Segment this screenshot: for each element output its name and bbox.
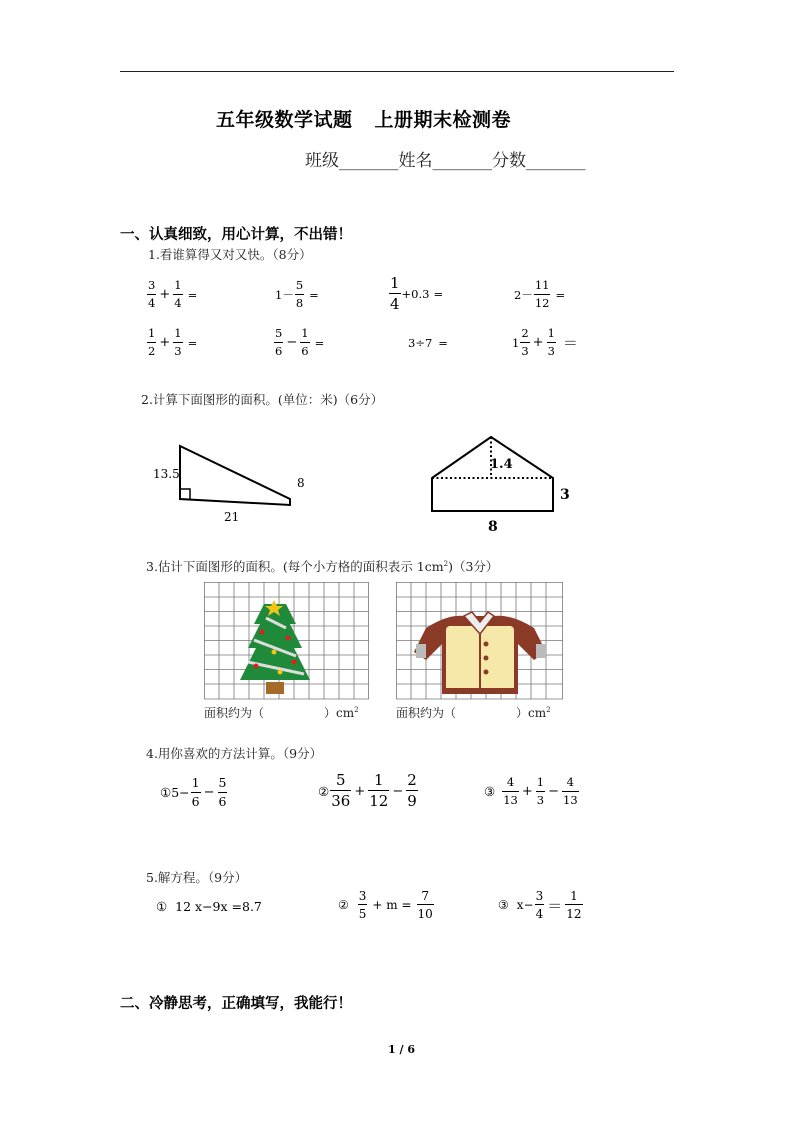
q5-equation-2: ② $\frac{3}{5}$ + m = $\frac{7}{10}$ [338,889,433,921]
q5-equation-1: ① 12 x−9x =8.7 [156,899,262,914]
pentagon-figure [425,430,585,535]
right-angle-mark [180,489,190,499]
area1-answer[interactable]: 面积约为（ ）$cm^2$ [204,706,359,720]
trap-right-label: 8 [297,476,305,490]
q3-label: 3.估计下面图形的面积。(每个小方格的面积表示 $1cm^2)(3$分） [146,559,499,574]
q5-equation-3: ③ x− $\frac{3}{4}$ ＝ $\frac{1}{12}$ [498,889,582,921]
q4-problem-1: ① 5− $\frac{1}{6}$ − $\frac{5}{6}$ [160,775,227,809]
name-field[interactable]: 姓名_______ [398,151,492,171]
penta-side-label: 3 [560,487,570,503]
q1-expr-4: 2－ $\frac{11}{12}$ = [514,278,566,310]
student-info [305,146,586,171]
q1-expr-6: $\frac{5}{6}$ − $\frac{1}{6}$ = [275,326,325,358]
q1-expr-5: $\frac{1}{2}$ + $\frac{1}{3}$ = [148,326,198,358]
q1-expr-8: 1 $\frac{2}{3}$ + $\frac{1}{3}$ ＝ [512,326,578,358]
score-field[interactable]: 分数_______ [492,151,586,171]
jacket-icon [414,612,546,694]
q4-problem-2: ② $\frac{5}{36}$ + $\frac{1}{12}$ − $\frac{2}{9}$ [318,771,417,810]
christmas-tree-icon [240,600,310,694]
q2-label: 2.计算下面图形的面积。(单位：米)（6分） [141,392,384,407]
trapezoid-shape [180,446,290,505]
q1-expr-2: 1－ $\frac{5}{8}$ = [275,278,319,310]
q5-label: 5.解方程。（9分） [146,870,248,885]
class-field[interactable]: 班级_______ [305,151,399,171]
q4-problem-3: ③ $\frac{4}{13}$ + $\frac{1}{3}$ − $\frac{4}{13}$ [484,775,578,807]
penta-bottom-label: 8 [488,519,498,535]
q1-expr-3: $\frac{1}{4}$ +0.3 = [390,274,444,313]
penta-height-label: 1.4 [490,457,513,472]
tree-grid [204,582,371,700]
header-rule [120,71,674,72]
trapezoid-figure [145,425,315,530]
page-title: 五年级数学试题 上册期末检测卷 [216,109,512,131]
area2-answer[interactable]: 面积约为（ ）$cm^2$ [396,706,551,720]
q1-label: 1.看谁算得又对又快。（8分） [148,247,312,262]
section2-heading: 二、冷静思考，正确填写，我能行！ [120,995,352,1012]
page-number: 1 / 6 [388,1043,415,1056]
trap-left-label: 13.5 [153,467,180,481]
section1-heading: 一、认真细致，用心计算，不出错！ [120,226,352,243]
q4-label: 4.用你喜欢的方法计算。（9分） [146,746,323,761]
pentagon-shape [432,437,553,511]
q1-expr-1: $\frac{3}{4}$ + $\frac{1}{4}$ = [148,278,198,310]
trap-bottom-label: 21 [224,510,240,524]
q1-expr-7: 3÷7 = [408,336,448,350]
jacket-grid [396,582,566,700]
